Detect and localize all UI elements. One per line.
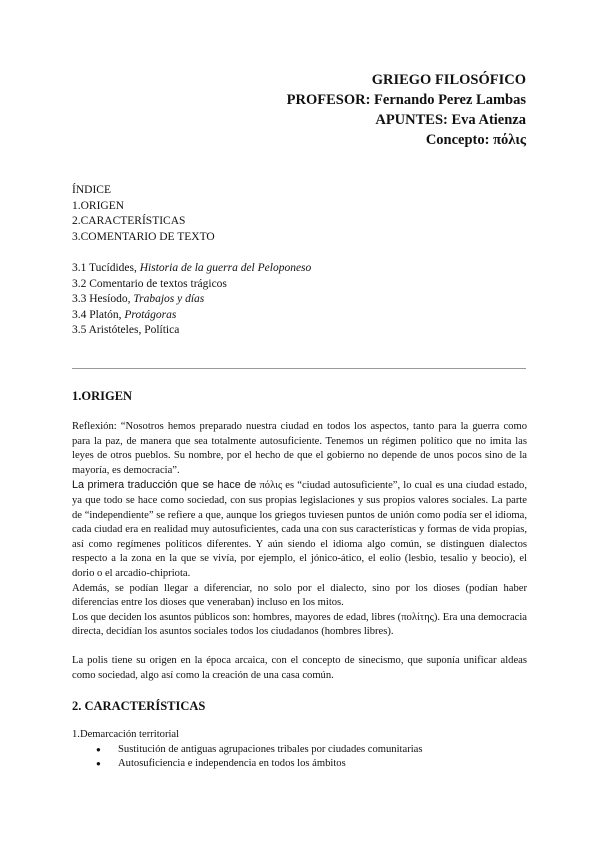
- section-origen-body: [72, 420, 527, 683]
- table-of-contents: [72, 183, 311, 339]
- paragraph: La polis tiene su origen en la época arcaica, con el concepto de sinecismo, que suponía unificar aldeas como sociedad, algo así como la creación de una casa común.: [72, 654, 527, 681]
- paragraph: Reflexión: “Nosotros hemos preparado nuestra ciudad en todos los aspectos, tanto para la guerra como para la paz, de manera que sea totalmente autosuficiente. Tenemos un régimen político que no imita las leyes de otros pueblos. Su nombre, por el hecho de que el gobierno no depende de unos pocos sino de la mayoría, es democracia”.: [72, 421, 527, 476]
- section-caracteristicas-body: [72, 728, 527, 772]
- course-title: GRIEGO FILOSÓFICO: [371, 72, 526, 88]
- toc-subitem: 3.3 Hesíodo, Trabajos y días: [72, 293, 205, 305]
- toc-item: 1.ORIGEN: [72, 199, 125, 212]
- toc-title: ÍNDICE: [72, 184, 111, 196]
- paragraph: Además, se podían llegar a diferenciar, no solo por el dialecto, sino por los dioses (podían haber diferencias entre los dioses que veneraban) incluso en los mitos.: [72, 582, 527, 609]
- list-item: ● Autosuficiencia e independencia en todos los ámbitos: [104, 757, 527, 772]
- section-heading-caracteristicas: 2. CARACTERÍSTICAS: [72, 699, 206, 713]
- paragraph: Los que deciden los asuntos públicos son: hombres, mayores de edad, libres (πολίτης). Era una democracia directa, decidían los asuntos sociales todos los ciudadanos (hombres libres).: [72, 611, 527, 638]
- toc-subitem: 3.1 Tucídides, Historia de la guerra del Peloponeso: [72, 262, 312, 274]
- toc-subitem: 3.5 Aristóteles, Política: [72, 324, 180, 336]
- toc-item: 2.CARACTERÍSTICAS: [72, 215, 186, 227]
- toc-subitem: 3.2 Comentario de textos trágicos: [72, 277, 227, 290]
- list-item: ● Sustitución de antiguas agrupaciones tribales por ciudades comunitarias: [104, 743, 527, 758]
- document-header: [287, 70, 526, 150]
- horizontal-divider: [72, 368, 526, 369]
- subheading: 1.Demarcación territorial: [72, 729, 180, 740]
- bullet-list: [72, 743, 527, 772]
- toc-subitem: 3.4 Platón, Protágoras: [72, 308, 177, 321]
- notes-author-line: APUNTES: Eva Atienza: [375, 112, 526, 128]
- paragraph: La primera traducción que se hace de πόλις es “ciudad autosuficiente”, lo cual es una ciudad estado, ya que todo se hace como sociedad, con sus propias legislaciones y sus propios valores sociales. La parte de “independiente” se refiere a que, aunque los griegos tuviesen puntos de unión como podía ser el idioma, cada ciudad era en realidad muy autosuficientes, cada una con sus características y formas de vida propias, así como regímenes políticos diferentes. Y aún siendo el idioma algo común, se distinguen dialectos respecto a la zona en la que se vivía, por ejemplo, el jónico-ático, el eolio (lesbio, tesalio y beocio), el dorio o el arcadio-chipriota.: [72, 479, 528, 579]
- toc-item: 3.COMENTARIO DE TEXTO: [72, 230, 215, 243]
- section-heading-origen: 1.ORIGEN: [72, 389, 133, 403]
- concept-line: Concepto: πόλις: [425, 132, 526, 148]
- professor-line: PROFESOR: Fernando Perez Lambas: [286, 92, 526, 108]
